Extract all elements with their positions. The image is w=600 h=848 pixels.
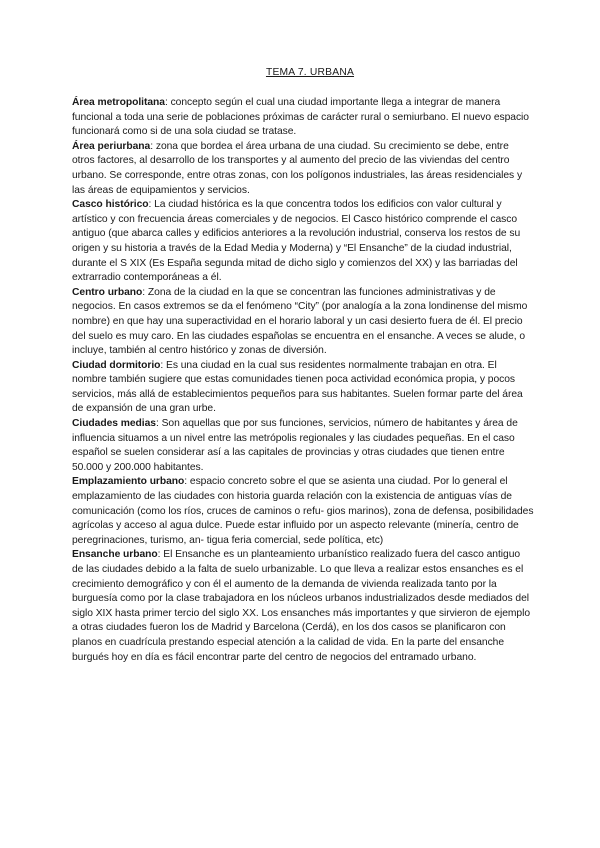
entry-definition: : La ciudad histórica es la que concentra todos los edificios con valor cultural y artístico y con frecuencia áreas comerciales y de negocios. El Casco histórico comprende el casco antiguo (que abarca calles y edificios anteriores a la revolución industrial, conserva los restos de su origen y su historia a través de la Edad Media y Moderna) y “El Ensanche” de la ciudad industrial, durante el S XIX (Es España segunda mitad de dicho siglo y comienzos del XX) y las barriadas del extrarradio contemporáneas a él.	[72, 199, 521, 284]
entry-ensanche-urbano	[72, 548, 534, 665]
entry-definition: : Son aquellas que por sus funciones, servicios, número de habitantes y área de influencia situamos a un nivel entre las metrópolis regionales y las ciudades pequeñas. En el caso español se suelen considerar así a las capitales de provincias y otras ciudades que tienen entre 50.000 y 200.000 habitantes.	[72, 418, 518, 473]
entry-term: Ensanche urbano	[72, 549, 158, 561]
entry-centro-urbano	[72, 286, 534, 359]
entry-term: Ciudad dormitorio	[72, 359, 161, 371]
entry-area-metropolitana	[72, 96, 534, 140]
entry-emplazamiento-urbano	[72, 475, 534, 548]
entry-definition: : zona que bordea el área urbana de una ciudad. Su crecimiento se debe, entre otros factores, al desarrollo de los transportes y al aumento del precio de las viviendas del centro urbano. Se corresponde, entre otras zonas, con los polígonos industriales, las áreas residenciales y las áreas de equipamientos y servicios.	[72, 140, 523, 196]
entry-casco-historico	[72, 198, 534, 286]
entry-definition: : concepto según el cual una ciudad importante llega a integrar de manera funcional a toda una serie de poblaciones próximas de carácter rural o semiurbano. El nuevo espacio funcionará como si de una sola ciudad se tratase.	[72, 97, 529, 138]
entry-term: Ciudades medias	[72, 418, 156, 430]
entry-definition: : Zona de la ciudad en la que se concentran las funciones administrativas y de negocios. En casos extremos se da el fenómeno “City” (por analogía a la zona londinense del mismo nombre) en que hay una superactividad en el horario laboral y un casi desierto fuera de él. El precio del suelo es muy caro. En las ciudades españolas se encuentra en el ensanche. A veces se alude, o incluye, también al centro histórico y zonas de diversión.	[72, 286, 528, 357]
entry-definition: : espacio concreto sobre el que se asienta una ciudad. Por lo general el emplazamiento de las ciudades con historia guarda relación con la existencia de antiguas vías de comunicación (como los ríos, cruces de caminos o refu- gios marinos), zona de defensa, posibilidades agrícolas y acceso al agua dulce. Puede estar influido por un aspecto relevante (minería, centro de peregrinaciones, turismo, an- tigua feria comercial, sede política, etc)	[72, 476, 534, 546]
page-title: TEMA 7. URBANA	[265, 67, 355, 78]
entry-term: Centro urbano	[72, 286, 143, 298]
entry-term: Área periurbana	[72, 140, 151, 152]
entry-definition: : Es una ciudad en la cual sus residentes normalmente trabajan en otra. El nombre también sugiere que estas comunidades tienen poca actividad económica propia, y pocos servicios, más allá de establecimientos pequeños para sus habitantes. Suelen formar parte del área de expansión de una gran urbe.	[72, 359, 523, 415]
entry-ciudades-medias	[72, 417, 534, 475]
entry-term: Área metropolitana	[72, 97, 165, 108]
entry-ciudad-dormitorio	[72, 359, 534, 417]
entry-definition: : El Ensanche es un planteamiento urbanístico realizado fuera del casco antiguo de las ciudades debido a la falta de suelo urbanizable. Lo que lleva a realizar estos ensanches es el crecimiento demográfico y con él el aumento de la demanda de vivienda realizada tanto por la burguesía como por la clase trabajadora en los núcleos urbanos industrializados desde mediados del siglo XIX hasta primer tercio del siglo XX. Los ensanches más importantes y que sirvieron de ejemplo a otras ciudades fueron los de Madrid y Barcelona (Cerdá), en los dos casos se planificaron con planos en cuadrícula prestando especial atención a la calidad de vida. En la parte del ensanche burgués hoy en día es fácil encontrar parte del centro de negocios del entramado urbano.	[72, 549, 531, 663]
entry-term: Emplazamiento urbano	[72, 476, 185, 488]
entry-area-periurbana	[72, 140, 534, 198]
document-page	[72, 66, 534, 665]
entry-term: Casco histórico	[72, 199, 149, 211]
